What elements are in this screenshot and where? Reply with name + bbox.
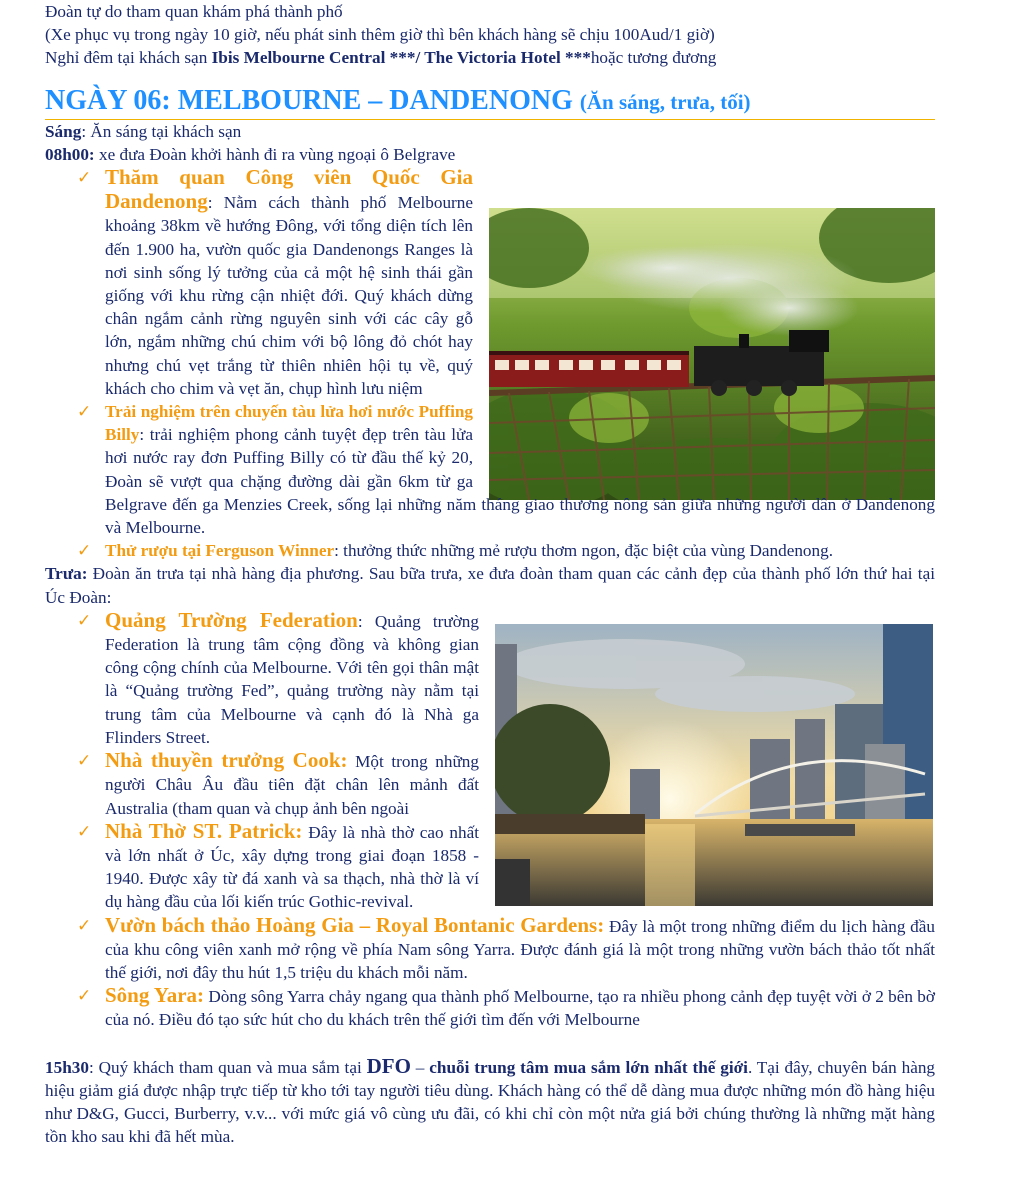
item-text: Đây là nhà thờ cao nhất và lớn nhất ở Úc, xây dựng trong giai đoạn 1858 - 1940. Được xây từ đá xanh và sa thạch, nhà thờ là ví dụ hàng đầu của lối kiến trúc Gothic-revival. <box>105 822 479 912</box>
departure-text: xe đưa Đoàn khởi hành đi ra vùng ngoại ô Belgrave <box>94 144 456 164</box>
item-title: Nhà thuyền trưởng Cook: <box>105 748 348 773</box>
list-item-wine-tasting <box>45 539 935 562</box>
check-icon: ✓ <box>77 821 92 841</box>
check-icon: ✓ <box>77 541 92 561</box>
item-title: Trải nghiệm trên chuyến tàu lửa hơi nước Puffing Billy <box>105 402 473 445</box>
lunch-paragraph <box>45 562 935 608</box>
check-icon: ✓ <box>77 751 92 771</box>
lunch-label: Trưa: <box>45 564 88 584</box>
item-text: : trải nghiệm phong cảnh tuyệt đẹp trên tàu lửa hơi nước ray đơn Puffing Billy có từ đầu thế kỷ 20, Đoàn sẽ vượt qua chặng đường dài gần 6km từ ga Belgrave đến ga Menzies Creek, sống lại những năm tháng giao thương nông sản giữa những người dân ở Dandenong và Melbourne. <box>105 425 935 538</box>
shopping-text-a: : Quý khách tham quan và mua sắm tại <box>88 1057 367 1077</box>
document-page <box>45 0 935 1148</box>
shopping-dash: – <box>410 1057 430 1077</box>
intro-line-1: Đoàn tự do tham quan khám phá thành phố <box>45 2 343 21</box>
day-title <box>45 84 935 120</box>
departure-line <box>45 143 935 166</box>
list-item-cook-cottage <box>45 749 935 820</box>
hotel-names: Ibis Melbourne Central ***/ The Victoria Hotel *** <box>211 48 591 68</box>
list-item-puffing-billy <box>45 400 935 539</box>
check-icon: ✓ <box>77 402 92 422</box>
day-meals: (Ăn sáng, trưa, tối) <box>579 89 751 114</box>
shopping-paragraph <box>45 1055 935 1149</box>
check-icon: ✓ <box>77 915 92 935</box>
list-item-botanic-gardens <box>45 914 935 985</box>
shopping-time: 15h30 <box>45 1057 89 1077</box>
dfo-name: DFO <box>366 1053 411 1078</box>
item-title: Thử rượu tại Ferguson Winner <box>105 541 335 561</box>
item-text: Dòng sông Yarra chảy ngang qua thành phố Melbourne, tạo ra nhiều phong cảnh đẹp tuyệt vời ở 2 bên bờ của nó. Điều đó tạo sức hút cho du khách trên thế giới tìm đến với Melbourne <box>105 987 935 1030</box>
item-title: Thăm quan Công viên Quốc Gia Dandenong <box>105 165 473 214</box>
item-text: Một trong những người Châu Âu đầu tiên đặt chân lên mảnh đất Australia (tham quan và chụp ảnh bên ngoài <box>105 752 479 818</box>
shopping-text-c: . Tại đây, chuyên bán hàng hiệu giảm giá được nhập trực tiếp từ kho tới tay người tiêu dùng. Khách hàng có thể dễ dàng mua được những món đồ hàng hiệu như D&G, Gucci, Burberry, v.v... với mức giá vô cùng ưu đãi, có khi chỉ còn một nửa giá bởi chúng thường là những mặt hàng tồn kho sau khi đã hết mùa. <box>45 1057 936 1147</box>
item-text: : Nằm cách thành phố Melbourne khoảng 38km về hướng Đông, với tổng diện tích lên đến 1.900 ha, vườn quốc gia Dandenongs Ranges là nơi sinh sống lý tưởng của cả một hệ sinh thái gần giống với khu rừng cận nhiệt đới. Quý khách dừng chân ngắm cảnh rừng nguyên sinh với các cây gỗ lớn, ngắm những chú chim với bộ lông đỏ chót hay nhưng chú vẹt trắng từ thiên nhiên hội tụ về, quý khách cho chim và vẹt ăn, chụp hình lưu niệm <box>105 193 473 398</box>
intro-line-3 <box>45 46 935 69</box>
item-text: Đây là một trong những điểm du lịch hàng đầu của khu công viên xanh mở rộng về phía Nam sông Yarra. Được đánh giá là một trong những vườn bách thảo tốt nhất thế giới, nơi đây thu hút 1,5 triệu du khách mỗi năm. <box>105 916 935 982</box>
item-title: Sông Yara: <box>105 983 205 1008</box>
intro-hotel-prefix: Nghỉ đêm tại khách sạn <box>45 48 212 68</box>
intro-line-2: (Xe phục vụ trong ngày 10 giờ, nếu phát sinh thêm giờ thì bên khách hàng sẽ chịu 100Aud/1 giờ) <box>45 25 715 45</box>
list-item-dandenong <box>45 166 935 400</box>
item-text: : Quảng trường Federation là trung tâm cộng đồng và không gian công cộng chính của Melbourne. Với tên gọi thân mật là “Quảng trường Fed”, quảng trường này nằm tại trung tâm của Melbourne và cạnh đó là Nhà ga Flinders Street. <box>105 611 479 747</box>
list-item-st-patrick <box>45 820 935 914</box>
list-item-yarra-river <box>45 984 935 1031</box>
intro-hotel-suffix: hoặc tương đương <box>590 48 717 68</box>
check-icon: ✓ <box>77 986 92 1006</box>
list-item-federation <box>45 609 935 749</box>
lunch-text: Đoàn ăn trưa tại nhà hàng địa phương. Sau bữa trưa, xe đưa đoàn tham quan các cảnh đẹp của thành phố lớn thứ hai tại Úc Đoàn: <box>45 564 935 607</box>
item-title: Vườn bách thảo Hoàng Gia – Royal Bontanic Gardens: <box>105 912 605 937</box>
item-title: Nhà Thờ ST. Patrick: <box>105 818 303 843</box>
morning-text: : Ăn sáng tại khách sạn <box>81 121 242 141</box>
item-title: Quảng Trường Federation <box>105 607 358 632</box>
item-text: : thưởng thức những mẻ rượu thơm ngon, đặc biệt của vùng Dandenong. <box>334 541 834 561</box>
check-icon: ✓ <box>77 168 92 188</box>
day-title-text: NGÀY 06: MELBOURNE – DANDENONG <box>45 84 580 116</box>
departure-time: 08h00: <box>45 144 95 164</box>
morning-label: Sáng <box>45 121 82 141</box>
check-icon: ✓ <box>77 610 92 630</box>
dfo-tagline: chuỗi trung tâm mua sắm lớn nhất thế giới <box>429 1057 748 1077</box>
morning-line <box>45 120 935 143</box>
